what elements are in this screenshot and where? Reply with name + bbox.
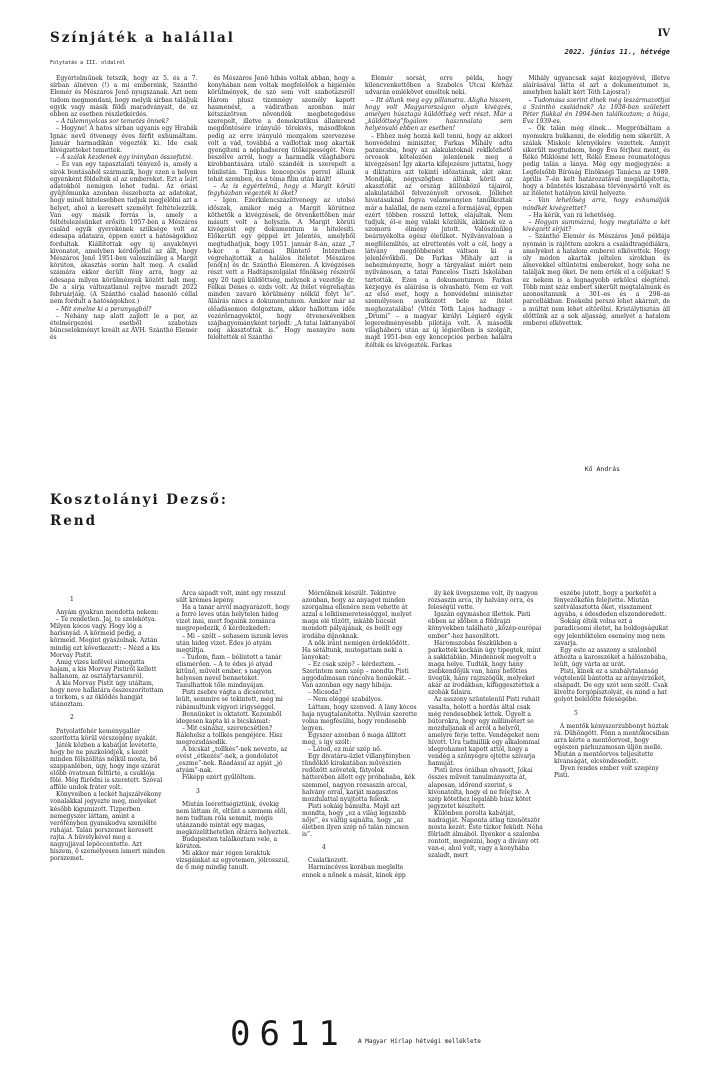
paragraph: – Tudom, fiam – bólintott a tanár elismerően. – A te édes jó atyád kitűnő, művelt ember, s nagyon helyesen nevel benneteket. Tanulhattok tőle mindnyájan. [176, 653, 282, 690]
paragraph: – Látod, ez már szép nő. [308, 746, 382, 754]
section-number: 5 [574, 709, 578, 717]
paragraph: Mi akkor már régen leraktuk vizsgáinkat az egyetemen, jólrosszul, de ő még mindig tanult. [176, 850, 290, 872]
paragraph: Pisti zsebre vágta a dicséretet, leült, semmire se tekintett, még mi rábámultunk vigyori irigységgel. [176, 689, 283, 711]
issue-number: 0611 [230, 1014, 348, 1054]
paragraph: Ha a tanár arról magyarázott, hogy a forró leves után helytelen hideg vizet inni, mert fogaink zománca megrepedezik, ő kérdezkedett: [176, 604, 290, 633]
paragraph: Háromszobás fészkükben a parkettek kockáin úgy tipegtek, mint a sakktáblán. Mindennek megvolt a maga helye. Tudták, hogy hány zsebkendőjük van, hány befőttes üvegük, hány rajzszögük, melyeket akár az írodákban, kifüggesztettek a szobák falaira. [428, 639, 541, 697]
paragraph: Csalatkozott. [308, 857, 348, 865]
issue-date: 2022. június 11., hétvége [564, 48, 670, 56]
paragraph: – A túlemnyolcas sor temetés önnek? [56, 118, 169, 126]
paragraph: Igazán egymáshoz illettek. Pisti ebben az időben a földrajzi könyvekben található „közép-európai ember”-hez hasonlított. [428, 611, 542, 640]
paragraph: – Van lehetőség arra, hogy exhumálják mindkét kivégzettet? [522, 197, 670, 212]
paragraph: – Tudomása szerint élnek még leszármazottjai a Szánthó családnak? Az 1938-ban született Péter fiúkkal én 1994-ben találkoztam; a húga, Éva 1939-es. [522, 96, 670, 126]
paragraph: – Mi – szólt – sohasem iszunk leves után hideg vizet. Édes jó atyám megtiltja. [176, 632, 289, 654]
paragraph: Arca sápadt volt, mint egy rosszul sült krémes lepény. [176, 590, 286, 605]
paragraph: Az asszony szüntelenül Pisti ruháit vasalta, holott a hordás által csak még rendesebbek lettek. Ügyelt a bútorokra, hogy egy millimétert se mozduljanak el arról a helyről, amelyre férje tette. Vendégeket nem hívott. Ura tudniillik egy alkalommal idegrohamot kapott attól, hogy a vendég a szőnyegre ejtette szivarja hamuját. [428, 696, 540, 768]
author-signature: Kő András [584, 465, 620, 473]
paragraph: – Igen. Ezerkilencszázötvenegy az utolsó időszak, amikor még a Margit körútnoz köthetők a kivégzések, de ötvenkettőben már másutt volt a helyszín. A Margit körúti kivégzést egy dokumentum is hitelesíti. Előkerült egy géppel írt Jelentés, amelyből megtudhatjuk, hogy 1951. január 8-án, azaz „7 h-kor a Katonai Büntető Intézetben végrehajtották a halálos ítéletet Mészáros Jenő[n] és dr. Szánthó Eleméren. A kivégzésen részt vett a Hadtápszolgálat főnökség részéről egy 20 tagú küldöttség, melynek a vezetője dr. Felkai Dénes o. ezds volt. Az ítélet végrehajtás minden zavaró körülmény nélkül folyt le”. Aláírás nincs a dokumentumon. Amikor már az előadásomon dolgoztam, akkor hallottam idős vezérőrnagyoktól, hogy ötvenesévekben szájhagyományként terjedt: „A tatai laktanyából még akasztottak is.” Hogy mennyire nem feleltették el Szánthó [207, 197, 355, 342]
paragraph: Pisti, kinek ez a szabálytalanság végtelenül bántotta az arányérzékét, elsápadt. De egy szót sem szólt. Csak kivette forgópisztolyát, és mind a hat golyót belelőtte feleségébe. [554, 668, 668, 704]
page-number: IV [657, 28, 670, 39]
paragraph: Bennünket is oktatott. Kezemből idegesen kapta ki a bicskámat: [176, 710, 282, 725]
paragraph: – Te rendetlen. Jaj, te szelekótya. Milyen kócos vagy. Hogy lóg a harisnyád. A körmeid pedig, a körmeid. Megint gyászolnak. Aztán mindig ezt következett: – Nézd a kis Morvay Pistit. [50, 616, 160, 659]
paragraph: Harmincéves korában meglelte ennek a nőnek a mását, kinek épp [302, 864, 406, 879]
paragraph: Sokáig élték volna ezt a paradicsomi életet, ha boldogságukat egy jelentéktelen esemény meg nem zavarja. [554, 618, 669, 647]
story-column [554, 590, 670, 930]
paragraph: Egy este az asszony a szalonból áthozta a karosszéket a hálószobába, leült, úgy várta az urát. [554, 646, 668, 668]
section-number: 2 [70, 714, 74, 722]
paragraph: A nők iránt nemigen érdeklődött. Ha sétáltunk, mutogattam neki a lányokat: [302, 639, 410, 661]
paragraph: – Szánthó Elemér és Mészáros Jenő példája nyomán is rájöttem azokra a családtragédiákra, amelyeket a hatalom emberei elkövettek. Hogy oly módon akarták jeltelen sírokban és álnevekkel eltüntetni embereket, hogy soha ne találják meg őket. De nem érték el a céljukat! S ez nekem is a legnagyobb erkölcsi elégtétel. Több mint száz embert sikerült megtalálnunk és azonosítanunk a 301–es és a 298–as parcellákban. Enekelni perszé lehet akármit, de a múltat nem lehet eltörölni. Kristálytisztán áll előttünk az a sok aljasság, amelyet a hatalom emberei elkövettek. [522, 233, 670, 327]
paragraph: A mentők kényszerzubbonyt húztak rá. Dühöngött. Fönn a mentőkocsiban arra kérte a mentőorvost, hogy egészen párhuzamosan üljön mellé. Miután a mentőorvos teljesítette kívánságát, elcsöndesedett. [554, 722, 669, 766]
story-column [50, 590, 166, 930]
paragraph: eszébe jutott, hogy a porkefét a fényezőkefén felejtette. Miután szétválasztotta őket, visszament ágyába, s édesdeden elszenderedett. [554, 590, 667, 619]
paragraph: – Hogyne! A hatos sírban ugyanis egy Hrabák Ignác nevű ötvenegy éves férfit exhumáltam. Január harmadikán végezték ki. Ide csak kivégzetteket temettek. [50, 125, 198, 155]
article-column [208, 75, 356, 455]
paragraph: Könyveiben a leckét hajszálvékony vonalakkal jegyezte meg, melyeket később kigumizott. Tizperben nemegyszer láttam, amint a verőfényben gyanakodva szemlélte ruháját. Talán porszemet keresett rajta. A hüvelykével meg a nagyujjával lepöccentette. Azt hiszem, ő személyesen ismert minden porszemet. [50, 791, 166, 863]
paragraph: Miután leérettségiztünk, évekig nem láttam őt, eltűnt a szemem elől, nem tudtam róla semmit, mégis utánzandó mintát egy magas, megközelíthetetlen oltárra helyeztek. [176, 800, 290, 836]
paragraph: Budapesten találkoztam vele, a körúton. [176, 836, 278, 851]
paragraph: A bicskát „tollkés”-nek nevezte, az evést „étkezés”-nek, a gondolatot „eszme”-nek. Ráadásul az apját „jó atyám”-nak. [176, 746, 288, 775]
paragraph: Egyszer azonban ő maga állított meg, s így szólt: [302, 731, 406, 746]
section-number: 3 [196, 787, 200, 795]
paragraph: – A szálak kezdenek egy irányban összefutni. [56, 154, 193, 162]
story-title: Rend [50, 513, 98, 529]
article-column [523, 75, 671, 455]
story-column [428, 590, 544, 930]
paragraph: – Az is egyértelmű, hogy a Margit körúti fegyházban végezték ki őket? [207, 183, 355, 198]
paragraph: Ilyen rendes ember volt szegény Pisti. [554, 765, 659, 780]
paragraph: – És van egy tapasztalati tényező is, amely a sírok bontásából származik, hogy ezen a helyen egyenként földelték el az embereket. Ezt a leírt adatokból nemigen lehet tudni. Az óriási gyűjtőmunka azonban összehozta az adatokat, hogy minél hitelesebben tudjuk megjelölni azt a helyet, ahol a keresett személyt feltételezzük. Van egy másik forrás is, amely a feltételezésünket erősíti: 1957-ben a Mészáros család egyik gyerekének szüksége volt az édesapa adataira, éppen ezért a hatóságokhoz fordultak. Kiállítottak egy új anyakönyvi kivonatot, amelyben kérdőjellel az állt, hogy Mészáros Jenő 1951-ben valószínűleg a Margit körúton, akasztás során halt meg. A család számára ekkor derült fény arra, hogy az édesapa milyen körülmények között halt meg. De a sírja változatlanul rejtve maradt 2022 februárjáig. (A Szánthó család hasonló céllal nem fordult a hatóságokhoz.) [50, 161, 198, 306]
paragraph: Mihály ugyancsak saját kézjegyével, illetve aláírásával látta el azt a dokumentumot is, amelyben halált kért Tóth Lajosra!) [522, 75, 670, 97]
section-number: 4 [322, 844, 326, 852]
paragraph: A kis Morvay Pistit úgy utáltam, hogy neve hallatára összeszorítottam a torkom, s az öklődés hangját utánoztam. [50, 680, 164, 709]
paragraph: Elemér sorsát, erre példa, hogy kilencvenkettőben a Szabolcs Utcai Kórház udvarán emlékövet emeltek neki. [365, 75, 513, 97]
paragraph: és Mészáros Jenő hibás voltak abban, hogy a konyhában nem voltak megfelelőek a higiéniés körülmények, de szó sem volt szabotázsról! Három plusz tizennégy személy kapott hasmenést, a vádiratban azonban már kétszázötven növendék megbetegedése szerepelt, illetve a demokratikus államrend megdöntésére irányuló törekvés, másodfokon pedig az erre irányuló mozgalom szervezése volt a vád, továbbá a vádlottak meg akarták gyengíteni a néphadsereg ütőképességét. Nem beszélve arról, hogy a harmadik világháború kirobbantására utaló szándék is szerepelt a bűnlistán. Tipikus koncepciós perrel állunk tehát szemben, és a téma film után kiált! [207, 75, 355, 183]
paragraph: Anyám gyakran mondotta nekem: [56, 609, 159, 617]
paragraph: Egyértelműnek tetszik, hogy az 5. és a 7. sírban álnéven (!) a mi embereink, Szánthó Elemér és Mészáros Jenő nyugszanak. Azt nem tudom megmondani, hogy melyik sírban találjuk egyik vagy másik földi maradványait, de ez ebben az esetben részletkérdés. [50, 75, 198, 119]
paragraph: Mérnöknek készült. Tekintve azonban, hogy az anyagot minden szorgalma ellenére nem vehette át azzal a lelkiismeretességgel, melyet maga elé tűzött, inkább búcsút mondott pályájának, és beült egy irodába díjnoknak. [302, 590, 412, 640]
paragraph: Egy divatáru-üzlet villanyfényben tündöklő kirakatában művészien redőzött szövetek, fátyolok hátterében állott egy próbababa, kék szemmel, nagyon rózsaszín arccal, halvány orral, karját magasztos mozdulattal nyújtotta felénk. [302, 753, 416, 803]
paragraph: – Ha kérik, van rá lehetőség. [528, 211, 616, 219]
paragraph: – Hogyan summázná, hogy megtalálta a két kivégzett sírját? [522, 219, 670, 234]
article-column [365, 75, 513, 455]
paragraph: – Micsoda? [308, 689, 342, 697]
section-number: 1 [70, 596, 74, 603]
story-column [302, 590, 418, 930]
paragraph: – Nehány nap alatt zajlott le a per, az ételmérgezési esetből szabotázs büncselekményt kreált az ÁVH. Szánthó Elemér és [50, 312, 198, 342]
paragraph: Patyolatfehér keménygallér szorította körül vérszegény nyakát. [50, 727, 158, 742]
paragraph: – Mit csinálsz, szerencsétlen? Rálehelsz a tollkés pengéjére. Hisz megrozsdásodik. [176, 724, 283, 746]
article-top [50, 18, 670, 473]
paragraph: – Mit emelne ki a peranyagból? [56, 305, 152, 313]
page-footer [230, 1014, 670, 1054]
paragraph: – Ez csak szép? – kérdeztem. – Szerintem nem szép – mondta Pisti aggodalmasan ráncolva homlokát. – Van azonban egy nagy hibája. [302, 660, 412, 690]
story-column [176, 590, 292, 930]
article-column [50, 75, 198, 455]
paragraph: Főképp ezért gyűlöltem. [182, 774, 256, 782]
paragraph: – Itt állunk meg egy pillanatra. Aligha hiszem, hogy volt Magyarországon olyan kivégzés, amelyen húsztagú küldöttség vett részt. Már a „küldöttség”fogalom hasznnalata sem helyénvaló ebben az esetben! [365, 96, 513, 133]
article-title: Színjáték a halállal [50, 30, 235, 46]
story-author: Kosztolányi Dezső: [50, 492, 228, 508]
paragraph: – Ők talán még élnek... Megpróbáltam a nyomukra bukkanni, de eleddig nem sikerült. A szálak Miskolc környékére vezettek. Annyit sikerült megtudnom, hogy Éva férjhez ment, és Rékó Miklósné lett, Rékó Emese reumatológus pedig talán a lánya. Még egy megjegyzés: a Legfelsőbb Bíróság Elnökségi Tanácsa az 1989. április 7–én kelt határozatával megállapította, hogy a büntetés kiszabása törvénysértő volt és az ítéletet hatályon kívül helyezte. [522, 125, 670, 198]
article-columns [50, 75, 670, 455]
paragraph: ily kék üvegszeme volt, ily nagyon rózsaszín arca, ily halvány orra, és feleségül vette. [428, 590, 538, 612]
paragraph: Pisti sokáig bámulta. Majd azt mondta, hogy „ez a világ legszebb nője”, és váltig sajnálta, hogy „az életben ilyen szép nő talán nincsen is”. [302, 802, 409, 839]
story-columns [50, 590, 670, 930]
literary-section [50, 490, 670, 930]
paragraph: Láttam, hogy szenved. A lány kócos haja nyugtalanította. Nyilván szerette volna megfésülni, hogy rendesebb legyen. [302, 703, 418, 732]
paragraph: Játék közben a kabátját levetette, hogy be ne piszkolódjék, s kezét minden fölszólítás nélkül mosta, bő szappanlében, úgy, hogy inge szárát előbb óvatosan feltűrte, a csuklója fölé. Még fürödni is szeretett. Szóval afféle undok fráter volt. [50, 741, 163, 792]
continuation-note: Folytatás a III. oldalról [50, 60, 126, 66]
paragraph: – Nem eléggé szabályos. [308, 696, 383, 704]
paragraph: Különben porolta kabátját, nadrágját. Naponta átlag tizenötször mosta kezét. Este tízkor feküdt. Néha fölriadt álmából. Ilyenkor a szalonba rontott, megnézni, hogy a dívány ott van-e, ahol volt, vagy a konyhába szaladt, mert [428, 809, 543, 860]
paragraph: Amig vizes kefével simogatta hajam, a kis Morvay Pistiről kellett hallanom, az osztálytársamról. [50, 658, 157, 680]
paragraph: – Ehhez még hozzá kell tenni, hogy az akkori honvédelmi miniszter, Farkas Mihály adta parancsba, hogy az alakulatoknál reklközhető orvosok kötelezően jelenlenek meg a kivégzésen! Így akarta kifejezésre juttatni, hogy a diktatúra azt tekinti időzatának, akit akar. Mondják, négyszögben állták körül az akasztófát az ország különböző tájairól, alakulatáiból felvezényelt orvosok. Jóllehet hivatásuknál fogva valamennyien tanúlkoztak már a halállal, de nem ezzel a formájával, éppen ezért többen rosszul lettek, elájultak. Nem tudjuk, él–e még valaki közülük, akiknek ez a szomorú élmény jutott. Valószínűleg beárnyékolta egész életüket. Nyilvánvalóan a megfélemlítés, az elrettentés volt a cél, hogy a látvány megdöbbenést váltson ki a jelenlévőkből. De Farkas Mihály azt is nehezményezte, hogy a tárgyalást miért nem nyilvánosan, a tatai Pancelos Tiszti Iskolában tartották. Ezen a dokumentumon Farkas kézjegye és aláírása is olvasható. Nem ez volt az első eset, hogy a honvédelmi miniszter személyesen avatkozott bele az ítélet meghozatalába! (Vitéz Tóth Lajos hadnagy – „Drumi” – a magyar királyi Légierő egyik legeredményesebb pilótája volt. A második világháború után az új légierőben is szolgált, majd 1951-ben egy koncepciós perben halálra ítélték és kivégezték. Farkas [365, 132, 513, 349]
supplement-tagline: A Magyar Hírlap hétvégi melléklete [358, 1038, 481, 1045]
paragraph: Pisti üres óráiban olvasott, Jókai összes műveit tanulmányozta át, alaposan, időrend szerint, s kivonatolta, hogy el ne felejtse. A szép kötethez legalább húsz kötet jegyzetet készített. [428, 767, 533, 810]
